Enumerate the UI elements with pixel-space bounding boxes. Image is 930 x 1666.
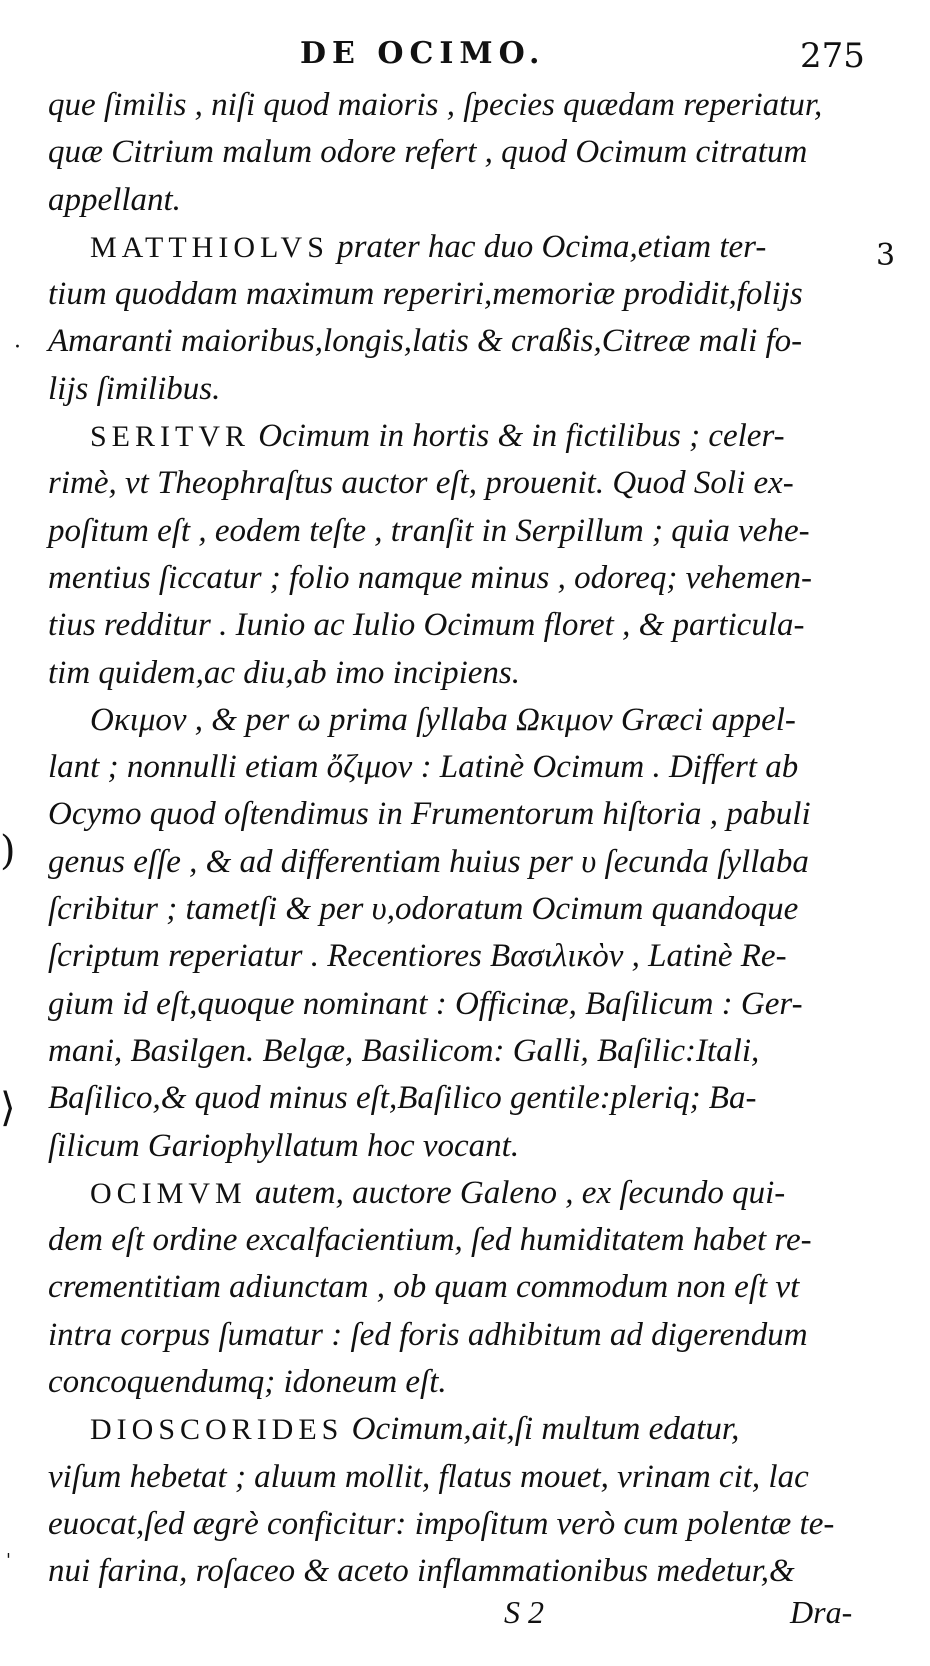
text-line: viſum hebetat ; aluum mollit, flatus mouet, vrinam cit, lac (48, 1458, 809, 1495)
text-line: nui farina, roſaceo & aceto inflammationibus medetur,& (48, 1553, 795, 1590)
small-caps-name: SERITVR (90, 420, 251, 454)
text-line: tim quidem,ac diu,ab imo incipiens. (48, 654, 521, 691)
text-line: genus eſſe , & ad differentiam huius per υ ſecunda ſyllaba (48, 843, 809, 880)
small-caps-name: MATTHIOLVS (90, 230, 329, 264)
text-line: mentius ſiccatur ; folio namque minus , odoreq; vehemen- (48, 559, 813, 596)
margin-bracket: ⟩ (0, 1085, 16, 1131)
text-line (48, 224, 858, 271)
text-line: tius redditur . Iunio ac Iulio Ocimum floret , & particula- (48, 607, 805, 644)
margin-dot: · (14, 335, 21, 360)
body-text (48, 82, 858, 1596)
text-line: Οκιμον , & per ω prima ſyllaba Ωκιμον Græci appel- (90, 701, 796, 738)
text-line: que ſimilis , niſi quod maioris , ſpecies quædam reperiatur, (48, 87, 823, 123)
text-line: crementitiam adiunctam , ob quam commodum non eſt vt (48, 1269, 800, 1306)
text-line: tium quoddam maximum reperiri,memoriæ prodidit,folijs (48, 276, 803, 313)
text-line (48, 413, 858, 460)
text-line (48, 1170, 858, 1217)
text-line: Amaranti maioribus,longis,latis & craßis,Citreæ mali fo- (48, 323, 803, 360)
text-line: quæ Citrium malum odore refert , quod Ocimum citratum (48, 134, 808, 171)
running-title: DE OCIMO. (300, 36, 546, 71)
text-line: dem eſt ordine excalfacientium, ſed humiditatem habet re- (48, 1222, 812, 1259)
margin-tick: ' (6, 1550, 11, 1571)
text-line: Baſilico,& quod minus eſt,Baſilico gentile:pleriq; Ba- (48, 1080, 757, 1117)
text-line: ſilicum Gariophyllatum hoc vocant. (48, 1127, 520, 1164)
text-line: intra corpus ſumatur : ſed foris adhibitum ad digerendum (48, 1316, 808, 1353)
page-number: 275 (800, 36, 865, 76)
text-fragment: autem, auctore Galeno , ex ſecundo qui- (254, 1174, 786, 1211)
catchword: Dra- (790, 1594, 853, 1630)
text-line: mani, Basilgen. Belgæ, Basilicom: Galli, Baſilic:Itali, (48, 1032, 760, 1069)
running-head (0, 28, 930, 78)
small-caps-name: OCIMVM (90, 1176, 247, 1210)
text-line: euocat,ſed ægrè conficitur: impoſitum verò cum polentæ te- (48, 1505, 835, 1542)
text-line: Ocymo quod oſtendimus in Frumentorum hiſtoria , pabuli (48, 796, 811, 833)
text-line: concoquendumq; idoneum eſt. (48, 1364, 447, 1401)
text-fragment: Ocimum,ait,ſi multum edatur, (351, 1411, 740, 1448)
page-footer (0, 1590, 930, 1640)
text-fragment: Ocimum in hortis & in fictilibus ; celer- (258, 418, 785, 455)
margin-number: 3 (876, 238, 896, 273)
text-fragment: prater hac duo Ocima,etiam ter- (337, 228, 767, 265)
text-line (48, 1406, 858, 1453)
text-line: ſcribitur ; tametſi & per υ,odoratum Ocimum quandoque (48, 891, 799, 928)
text-line: lant ; nonnulli etiam ὄζιμον : Latinè Ocimum . Differt ab (48, 749, 799, 786)
margin-bracket: ) (0, 828, 16, 874)
text-line: appellant. (48, 181, 181, 218)
small-caps-name: DIOSCORIDES (90, 1413, 344, 1447)
text-line: rimè, vt Theophraſtus auctor eſt, prouenit. Quod Soli ex- (48, 465, 794, 502)
text-line: poſitum eſt , eodem teſte , tranſit in Serpillum ; quia vehe- (48, 512, 810, 549)
signature-mark: S 2 (504, 1594, 544, 1630)
text-line: lijs ſimilibus. (48, 370, 221, 407)
text-line: ſcriptum reperiatur . Recentiores Βασιλικὸν , Latinè Re- (48, 938, 787, 975)
text-line: gium id eſt,quoque nominant : Officinæ, Baſilicum : Ger- (48, 985, 803, 1022)
